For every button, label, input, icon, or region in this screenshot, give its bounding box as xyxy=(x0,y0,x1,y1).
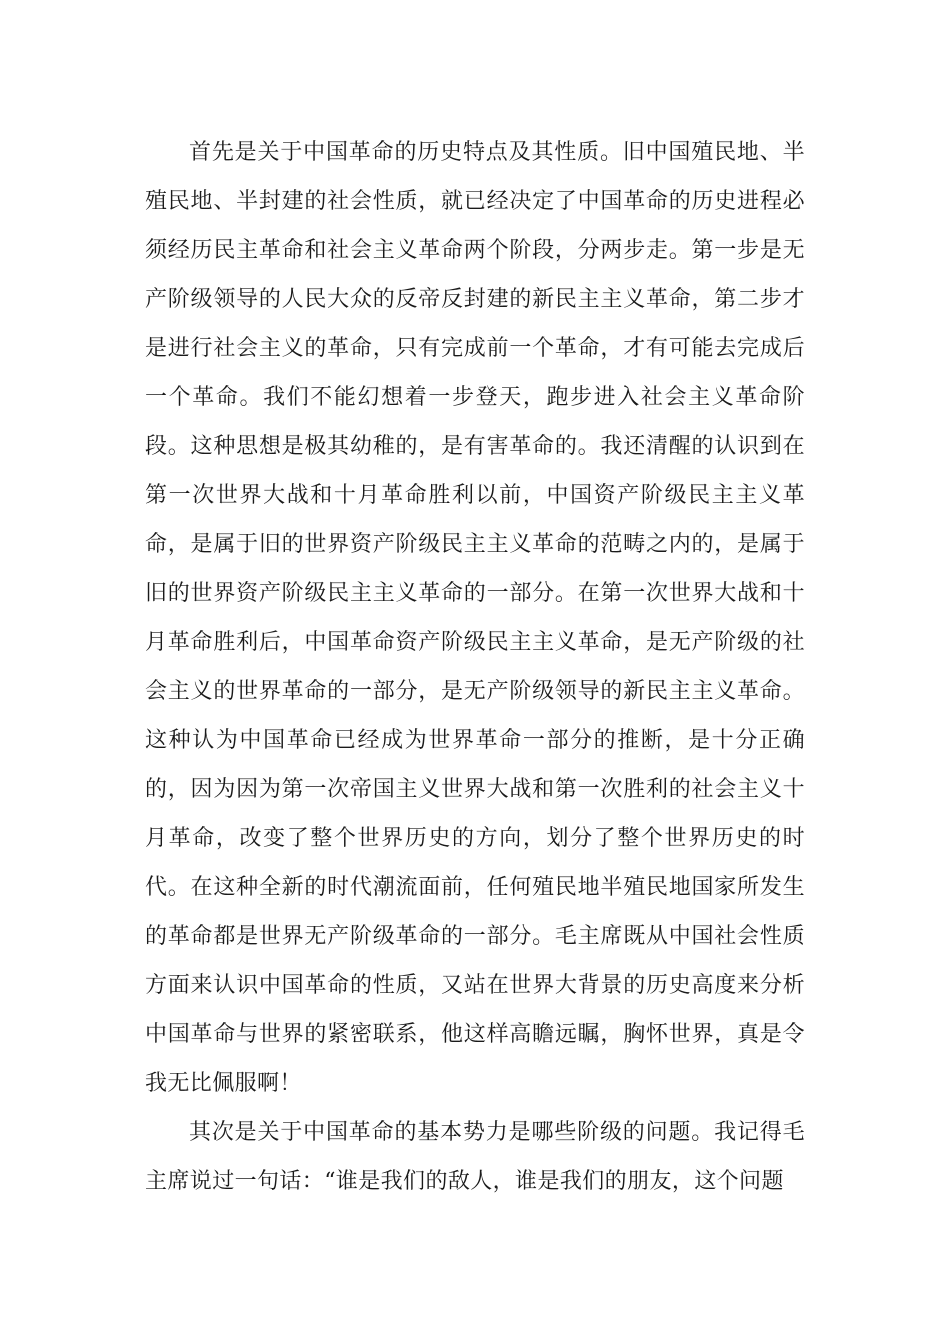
paragraph-1: 首先是关于中国革命的历史特点及其性质。旧中国殖民地、半殖民地、半封建的社会性质，就已经决定了中国革命的历史进程必须经历民主革命和社会主义革命两个阶段，分两步走。第一步是无产阶级领导的人民大众的反帝反封建的新民主主义革命，第二步才是进行社会主义的革命，只有完成前一个革命，才有可能去完成后一个革命。我们不能幻想着一步登天，跑步进入社会主义革命阶段。这种思想是极其幼稚的，是有害革命的。我还清醒的认识到在第一次世界大战和十月革命胜利以前，中国资产阶级民主主义革命，是属于旧的世界资产阶级民主主义革命的范畴之内的，是属于旧的世界资产阶级民主主义革命的一部分。在第一次世界大战和十月革命胜利后，中国革命资产阶级民主主义革命，是无产阶级的社会主义的世界革命的一部分，是无产阶级领导的新民主主义革命。这种认为中国革命已经成为世界革命一部分的推断，是十分正确的，因为因为第一次帝国主义世界大战和第一次胜利的社会主义十月革命，改变了整个世界历史的方向，划分了整个世界历史的时代。在这种全新的时代潮流面前，任何殖民地半殖民地国家所发生的革命都是世界无产阶级革命的一部分。毛主席既从中国社会性质方面来认识中国革命的性质，又站在世界大背景的历史高度来分析中国革命与世界的紧密联系，他这样高瞻远瞩，胸怀世界，真是令我无比佩服啊！ xyxy=(145,140,805,1096)
paragraph-2: 其次是关于中国革命的基本势力是哪些阶级的问题。我记得毛主席说过一句话：“谁是我们的敌人，谁是我们的朋友，这个问题 xyxy=(145,1120,805,1194)
document-body xyxy=(145,128,805,1206)
